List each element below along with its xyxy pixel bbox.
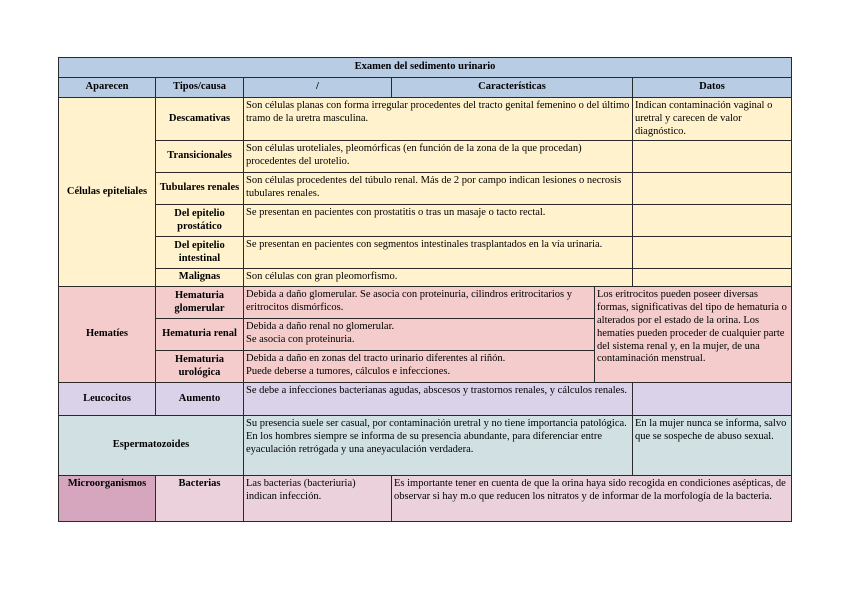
caract-espermatozoides (244, 416, 633, 476)
tipo-tubulares: Tubulares renales (156, 173, 244, 205)
caract-leucocitos: Se debe a infecciones bacterianas agudas, abscesos y trastornos renales, y cálculos renales. (244, 383, 633, 416)
caract-glomerular: Debida a daño glomerular. Se asocia con proteinuria, cilindros eritrocitarios y eritrocitos dismórficos. (244, 287, 595, 319)
tipo-urologica: Hematuria urológica (156, 351, 244, 383)
header-slash: / (244, 78, 392, 98)
datos-bacterias: Es importante tener en cuenta de que la orina haya sido recogida en condiciones asépticas, de observar si hay m.o que reducen los nitratos y de informar de la morfología de la bacteria. (392, 476, 792, 522)
datos-descamativas: Indican contaminación vaginal o uretral y carecen de valor diagnóstico. (633, 98, 792, 141)
header-tipos: Tipos/causa (156, 78, 244, 98)
caract-urologica-line-1: Debida a daño en zonas del tracto urinario diferentes al riñón. (246, 353, 506, 365)
caract-renal-line-1: Debida a daño renal no glomerular. (246, 321, 395, 333)
caract-renal-line-2: Se asocia con proteinuria. (246, 334, 355, 346)
category-epiteliales: Células epiteliales (59, 98, 156, 287)
tipo-intestinal: Del epitelio intestinal (156, 237, 244, 269)
caract-tubulares: Son células procedentes del túbulo renal. Más de 2 por campo indican lesiones o necrosis tubulares renales. (244, 173, 633, 205)
caract-urologica (244, 351, 595, 383)
caract-prostatico: Se presentan en pacientes con prostatitis o tras un masaje o tacto rectal. (244, 205, 633, 237)
datos-hematies: Los eritrocitos pueden poseer diversas formas, significativas del tipo de hematuria o alterados por el estado de la orina. Los hematíes pueden proceder de cualquier parte del sistema renal y, en la mujer, de una contaminación menstrual. (595, 287, 792, 383)
tipo-renal: Hematuria renal (156, 319, 244, 351)
caract-esperm-line-2: En los hombres siempre se informa de su presencia abundante, para diferenciar entre eyaculación retrógada y una aneyaculación verdadera. (246, 431, 602, 455)
category-leucocitos: Leucocitos (59, 383, 156, 416)
datos-prostatico (633, 205, 792, 237)
caract-bacterias: Las bacterias (bacteriuria) indican infección. (244, 476, 392, 522)
urine-sediment-table (58, 57, 792, 522)
header-caracteristicas: Características (392, 78, 633, 98)
category-hematies: Hematíes (59, 287, 156, 383)
header-datos: Datos (633, 78, 792, 98)
datos-tubulares (633, 173, 792, 205)
caract-renal (244, 319, 595, 351)
category-espermatozoides: Espermatozoides (59, 416, 244, 476)
table-title: Examen del sedimento urinario (59, 58, 792, 78)
tipo-aumento: Aumento (156, 383, 244, 416)
caract-intestinal: Se presentan en pacientes con segmentos intestinales trasplantados en la vía urinaria. (244, 237, 633, 269)
datos-transicionales (633, 141, 792, 173)
tipo-bacterias: Bacterias (156, 476, 244, 522)
datos-malignas (633, 269, 792, 287)
caract-descamativas: Son células planas con forma irregular procedentes del tracto genital femenino o del último tramo de la uretra masculina. (244, 98, 633, 141)
tipo-transicionales: Transicionales (156, 141, 244, 173)
tipo-descamativas: Descamativas (156, 98, 244, 141)
category-microorganismos: Microorganismos (59, 476, 156, 522)
header-aparecen: Aparecen (59, 78, 156, 98)
tipo-glomerular: Hematuria glomerular (156, 287, 244, 319)
datos-espermatozoides: En la mujer nunca se informa, salvo que se sospeche de abuso sexual. (633, 416, 792, 476)
datos-leucocitos (633, 383, 792, 416)
datos-intestinal (633, 237, 792, 269)
tipo-prostatico: Del epitelio prostático (156, 205, 244, 237)
caract-esperm-line-1: Su presencia suele ser casual, por contaminación uretral y no tiene importancia patológica. (246, 418, 627, 430)
caract-malignas: Son células con gran pleomorfismo. (244, 269, 633, 287)
caract-transicionales: Son células uroteliales, pleomórficas (en función de la zona de la que procedan) procedentes del urotelio. (244, 141, 633, 173)
tipo-malignas: Malignas (156, 269, 244, 287)
caract-urologica-line-2: Puede deberse a tumores, cálculos e infecciones. (246, 366, 451, 378)
